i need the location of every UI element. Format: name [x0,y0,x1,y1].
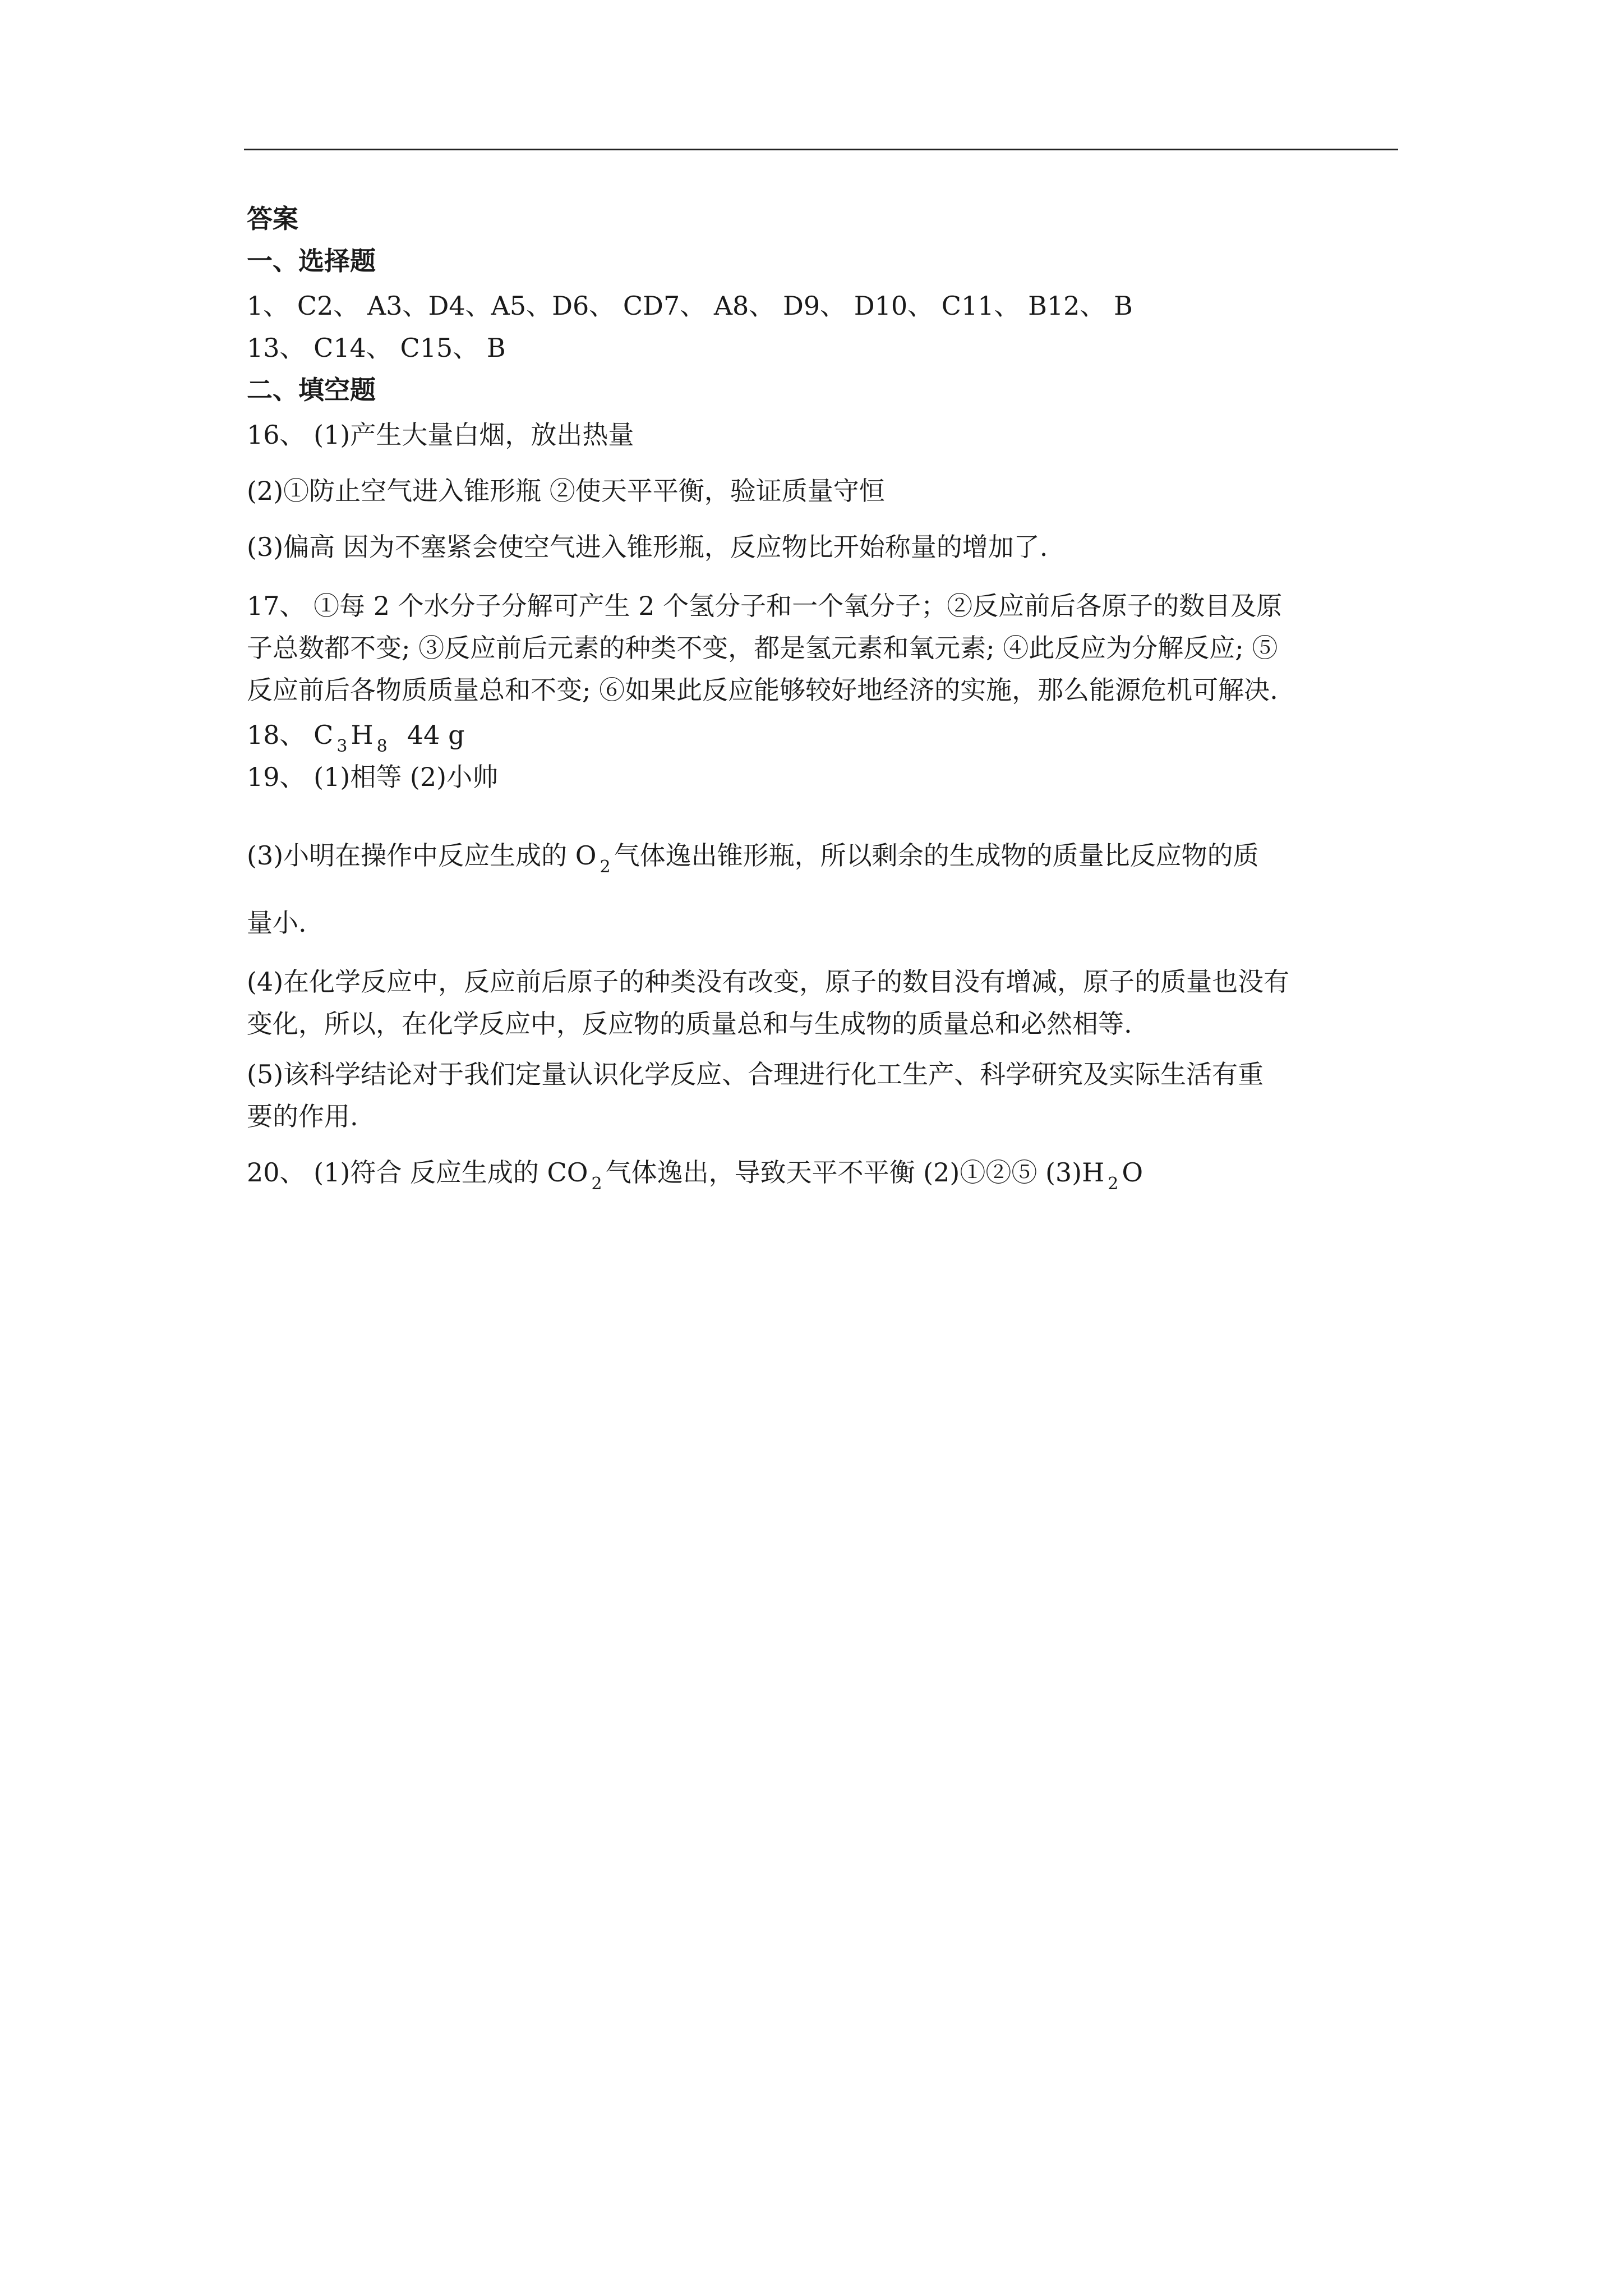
q16-answer-2: (2)①防止空气进入锥形瓶 ②使天平平衡，验证质量守恒 [247,476,885,506]
q18-answer [247,718,465,756]
q16-answer-1: 16、 (1)产生大量白烟，放出热量 [247,420,634,450]
q18-sub-3: 3 [336,737,348,756]
q20-prefix: 20、 (1)符合 反应生成的 CO [247,1157,588,1188]
q16-answer-3: (3)偏高 因为不塞紧会使空气进入锥形瓶，反应物比开始称量的增加了. [247,532,1048,562]
q19-3-prefix: (3)小明在操作中反应生成的 O [247,840,597,871]
q17-answer-line-1: 17、 ①每 2 个水分子分解可产生 2 个氢分子和一个氧分子；②反应前后各原子的数目及原 [247,591,1283,621]
q19-answer-1: 19、 (1)相等 (2)小帅 [247,762,499,792]
section-title-fill-in: 二、填空题 [247,375,376,405]
section-title-multiple-choice: 一、选择题 [247,246,376,276]
q19-answer-4a: (4)在化学反应中，反应前后原子的种类没有改变，原子的数目没有增减，原子的质量也没有 [247,967,1290,997]
q17-answer-line-3: 反应前后各物质质量总和不变; ⑥如果此反应能够较好地经济的实施，那么能源危机可解决. [247,675,1278,705]
q20-answer [247,1156,1143,1193]
header-rule [244,149,1398,150]
q19-3-sub: 2 [600,857,611,877]
q19-answer-3b: 量小. [247,908,307,938]
q17-answer-line-2: 子总数都不变; ③反应前后元素的种类不变，都是氢元素和氧元素; ④此反应为分解反应; ⑤ [247,633,1278,663]
q18-mid: H [351,720,374,750]
q20-mid: 气体逸出，导致天平不平衡 (2)①②⑤ (3)H [605,1157,1105,1188]
q19-answer-5b: 要的作用. [247,1101,358,1131]
q20-sub-co2: 2 [591,1174,602,1194]
mc-answers-line-2: 13、 C14、 C15、 B [247,333,506,363]
q19-answer-3a [247,839,1259,876]
q19-answer-4b: 变化，所以，在化学反应中，反应物的质量总和与生成物的质量总和必然相等. [247,1009,1132,1039]
q18-sub-8: 8 [376,737,388,756]
q20-suffix: O [1122,1157,1144,1188]
answer-title: 答案 [247,204,298,234]
q19-answer-5a: (5)该科学结论对于我们定量认识化学反应、合理进行化工生产、科学研究及实际生活有重 [247,1059,1264,1089]
q18-suffix: 44 g [390,720,465,750]
q19-3-suffix: 气体逸出锥形瓶，所以剩余的生成物的质量比反应物的质 [614,840,1259,871]
mc-answers-line-1: 1、 C2、 A3、D4、A5、D6、 CD7、 A8、 D9、 D10、 C11、 B12、 B [247,291,1133,321]
q18-prefix: 18、 C [247,720,334,750]
q20-sub-h2o: 2 [1108,1174,1119,1194]
